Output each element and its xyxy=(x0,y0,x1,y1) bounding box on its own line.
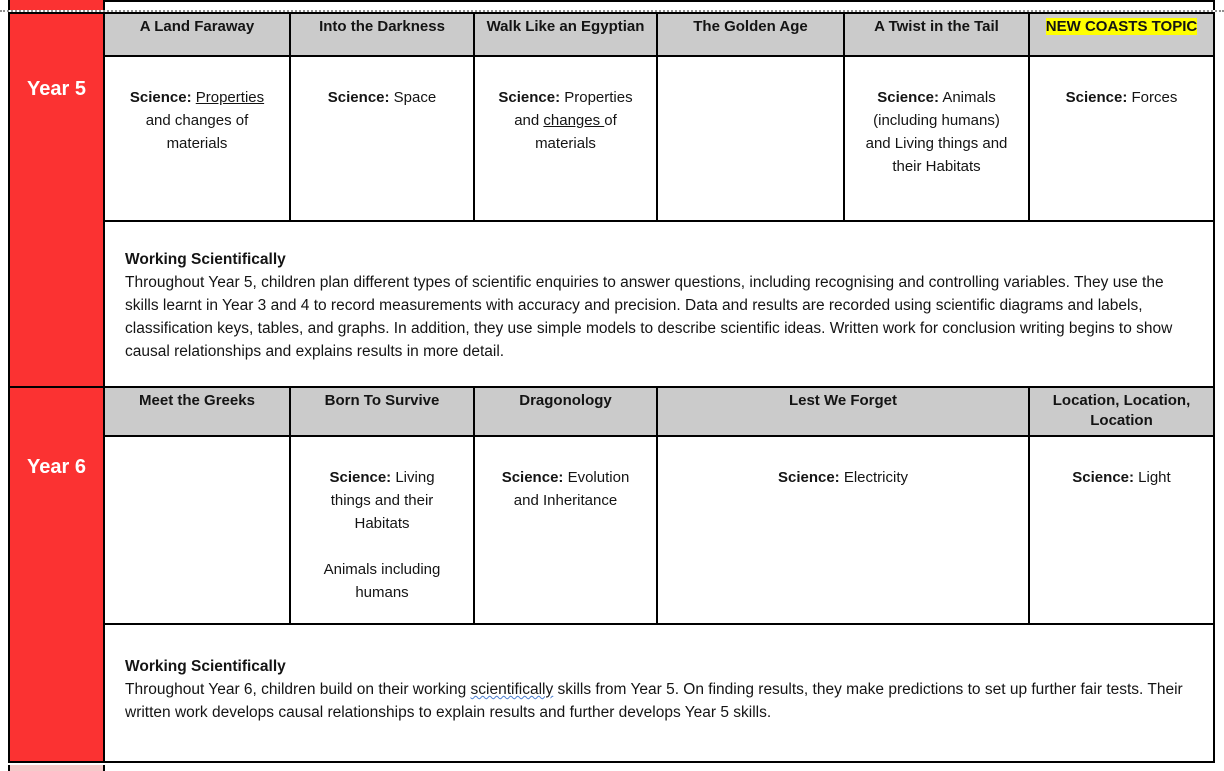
topic-header-text: Born To Survive xyxy=(324,392,440,409)
science-text: Science: Properties and changes of materials xyxy=(129,89,265,152)
year6-label: Year 6 xyxy=(27,456,86,478)
topic-header-text-highlighted: NEW COASTS TOPIC xyxy=(1045,18,1198,35)
topic-header-text: Lest We Forget xyxy=(788,392,898,409)
partial-row-below-cell xyxy=(8,765,105,771)
science-cell-merged xyxy=(658,437,1030,625)
science-text: Science: Light xyxy=(1072,469,1171,486)
year5-label: Year 5 xyxy=(27,78,86,100)
topic-header-text: Location, Location, Location xyxy=(1052,392,1191,429)
topic-header-cell xyxy=(291,12,475,57)
topic-header-cell xyxy=(105,388,291,437)
science-text: Science: Electricity xyxy=(777,469,909,486)
science-cell xyxy=(845,57,1030,222)
topic-header-cell xyxy=(475,12,658,57)
working-scientifically-cell-year6 xyxy=(105,625,1215,763)
topic-header-text: Walk Like an Egyptian xyxy=(486,18,645,35)
working-scientifically-body: Throughout Year 6, children build on their working scientifically skills from Year 5. On finding results, they make predictions to set up further fair tests. Their written work develops causal relationships to explain results and further develops Year 5 skills. xyxy=(125,681,1183,721)
science-cell xyxy=(1030,57,1215,222)
science-cell xyxy=(475,57,658,222)
topic-header-cell xyxy=(475,388,658,437)
topic-header-text: Meet the Greeks xyxy=(139,392,255,409)
science-cell xyxy=(1030,437,1215,625)
working-scientifically-title: Working Scientifically xyxy=(125,251,286,268)
science-cell xyxy=(475,437,658,625)
science-text: Science: Space xyxy=(327,89,437,106)
working-scientifically-cell-year5 xyxy=(105,222,1215,388)
topic-header-text: Dragonology xyxy=(519,392,612,409)
topic-header-cell-merged xyxy=(658,388,1030,437)
working-scientifically-body: Throughout Year 5, children plan different types of scientific enquiries to answer questions, including recognising and controlling variables. They use the skills learnt in Year 3 and 4 to record measurements with accuracy and precision. Data and results are recorded using scientific diagrams and labels, classification keys, tables, and graphs. In addition, they use simple models to describe scientific ideas. Written work for conclusion writing begins to show causal relationships and explains results in more detail. xyxy=(125,274,1173,360)
topic-header-text: A Land Faraway xyxy=(139,18,255,35)
working-scientifically-title: Working Scientifically xyxy=(125,658,286,675)
topic-header-cell xyxy=(105,12,291,57)
topic-header-cell-new-coasts xyxy=(1030,12,1215,57)
science-cell-empty xyxy=(105,437,291,625)
topic-header-text: The Golden Age xyxy=(693,18,808,35)
science-cell-empty xyxy=(658,57,845,222)
science-text: Science: Properties and changes of materials xyxy=(498,89,633,152)
topic-header-cell xyxy=(291,388,475,437)
topic-header-cell xyxy=(845,12,1030,57)
science-cell xyxy=(291,437,475,625)
topic-header-text: Into the Darkness xyxy=(319,18,445,35)
partial-row-above-red-cell xyxy=(8,0,105,10)
year-label-cell-year5 xyxy=(8,12,105,388)
topic-header-text: A Twist in the Tail xyxy=(874,18,999,35)
topic-header-cell xyxy=(1030,388,1215,437)
science-text: Science: Forces xyxy=(1065,89,1178,106)
science-text: Science: Animals (including humans) and Living things and their Habitats xyxy=(865,89,1008,175)
science-cell xyxy=(105,57,291,222)
science-cell xyxy=(291,57,475,222)
science-text: Science: Evolution and Inheritance xyxy=(501,469,630,509)
partial-row-above-white-cell xyxy=(105,0,1215,10)
topic-header-cell xyxy=(658,12,845,57)
year-label-cell-year6 xyxy=(8,388,105,763)
science-text: Science: Living things and their Habitats Animals including humans xyxy=(323,469,441,601)
